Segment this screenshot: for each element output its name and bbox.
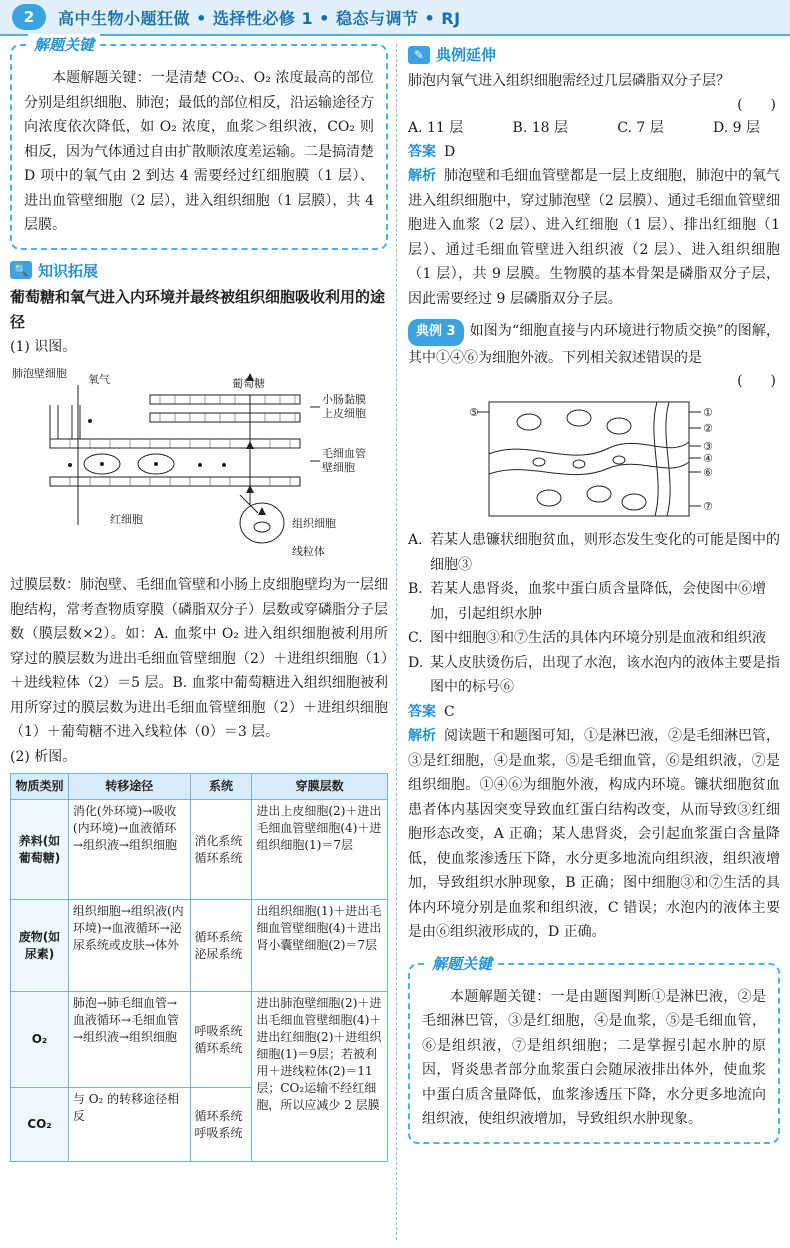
step-1: (1) 识图。 [10, 338, 77, 355]
table-cell: 呼吸系统 循环系统 [190, 992, 252, 1088]
topic-title: 葡萄糖和氧气进入内环境并最终被组织细胞吸收利用的途径 [10, 287, 386, 331]
q3-option-a: A. 若某人患镰状细胞贫血，则形态发生变化的可能是图中的细胞③ [408, 532, 780, 573]
answer-bracket: ( ) [737, 373, 776, 389]
table-row [11, 800, 388, 900]
option: B. 18 层 [512, 119, 568, 136]
table-cell: 废物(如尿素) [11, 900, 69, 992]
label-rbc: 红细胞 [110, 513, 143, 526]
q3-option-d: D. 某人皮肤烫伤后，出现了水泡，该水泡内的液体主要是指图中的标号⑥ [408, 654, 780, 695]
table-cell: 消化系统 循环系统 [190, 800, 252, 900]
left-column [10, 36, 388, 1162]
table-cell: 进出上皮细胞(2)＋进出毛细血管壁细胞(4)＋进组织细胞(1)＝7层 [252, 800, 388, 900]
example-badge: 典例 3 [408, 319, 464, 346]
q3-option-b: B. 若某人患肾炎，血浆中蛋白质含量降低，会使图中⑥增加，引起组织水肿 [408, 581, 766, 622]
table-header: 物质类别 [11, 774, 69, 800]
key-box-label: 解题关键 [426, 953, 498, 974]
right-column [408, 44, 780, 1144]
table-header: 穿膜层数 [252, 774, 388, 800]
q3-option-c: C. 图中细胞③和⑦生活的具体内环境分别是血液和组织液 [408, 630, 766, 646]
transport-table [10, 773, 388, 1162]
analysis-text: 阅读题干和题图可知，①是淋巴液，②是毛细淋巴管，③是红细胞，④是血浆，⑤是毛细血管，⑥是组织液，⑦是组织细胞。①④⑥为细胞外液，构成内环境。镰状细胞贫血患者体内基因突变导致血红蛋白结构改变，从而导致③红细胞形态改变，A 正确；某人患肾炎，会引起血浆蛋白含量降低，使血浆渗透压下降，水分更多地流向组织液，组织液增加，导致组织水肿现象，B 正确；图中细胞③和⑦生活的具体内环境分别是血浆和组织液，C 错误；水泡内的液体主要是由⑥组织液形成的，D 正确。 [408, 728, 780, 940]
label-oxygen: 氧气 [88, 373, 110, 386]
figure-2-wrap [408, 398, 780, 520]
membrane-layers-text: 过膜层数：肺泡壁、毛细血管壁和小肠上皮细胞壁均为一层细胞结构，常考查物质穿膜（磷脂双分子）层数或穿磷脂分子层数（膜层数×2）。如：A. 血浆中 O₂ 进入组织细胞被利用所穿过的膜层数为进出毛细血管壁细胞（2）＋进组织细胞（1）＋进线粒体（2）＝5 层。B. 血浆中葡萄糖进入组织细胞被利用所穿过的膜层数为进出毛细血管壁细胞（2）＋进组织细胞（1）＋葡萄糖不进入线粒体（0）＝3 层。 [10, 577, 388, 740]
table-row [11, 900, 388, 992]
q1-analysis [408, 164, 780, 311]
q3-analysis [408, 724, 780, 945]
label-capillary-2: 壁细胞 [322, 461, 355, 474]
label-5: ⑤ [469, 406, 479, 419]
key-box-label: 解题关键 [28, 34, 100, 55]
question-3 [408, 319, 780, 370]
answer-label: 答案 [408, 143, 436, 160]
table-header: 系统 [190, 774, 252, 800]
table-cell: 消化(外环境)→吸收(内环境)→血液循环→组织液→组织细胞 [68, 800, 190, 900]
section-title: 知识拓展 [38, 261, 99, 280]
answer-bracket: ( ) [737, 96, 776, 113]
label-glucose: 葡萄糖 [232, 377, 265, 390]
answer-value: D [444, 143, 456, 160]
section-title: 典例延伸 [436, 46, 497, 64]
table-cell: 组织细胞→组织液(内环境)→血液循环→泌尿系统或皮肤→体外 [68, 900, 190, 992]
label-4: ④ [703, 452, 713, 465]
analysis-text: 肺泡壁和毛细血管壁都是一层上皮细胞，肺泡中的氧气进入组织细胞中，穿过肺泡壁（2 层膜）、通过毛细血管壁细胞进入血浆（2 层）、进入红细胞（1 层）、排出红细胞（1 层）、通过毛细血管壁进入组织液（2 层）、进入组织细胞（1 层），共 9 层膜。生物膜的基本骨架是磷脂双分子层，因此需要经过 9 层磷脂双分子层。 [408, 168, 780, 307]
table-cell: 养料(如葡萄糖) [11, 800, 69, 900]
label-capillary-1: 毛细血管 [322, 447, 366, 460]
table-cell: 循环系统 泌尿系统 [190, 900, 252, 992]
option: C. 7 层 [617, 119, 664, 136]
option: A. 11 层 [408, 119, 464, 136]
answer-value: C [444, 703, 455, 720]
label-intestine-2: 上皮细胞 [322, 407, 366, 420]
label-alveolar: 肺泡壁细胞 [12, 367, 67, 380]
exchange-diagram [469, 398, 719, 520]
q1-answer-line [408, 140, 780, 165]
table-cell: O₂ [11, 992, 69, 1088]
transport-diagram [10, 365, 388, 565]
page-number: 2 [12, 4, 46, 30]
answer-label: 答案 [408, 703, 436, 720]
table-cell: 出组织细胞(1)＋进出毛细血管壁细胞(4)＋进出肾小囊壁细胞(2)＝7层 [252, 900, 388, 992]
label-intestine-1: 小肠黏膜 [322, 393, 366, 406]
analysis-label: 解析 [408, 168, 436, 184]
table-row [11, 992, 388, 1088]
table-cell: CO₂ [11, 1088, 69, 1162]
label-7: ⑦ [703, 500, 713, 513]
key-box-text: 本题解题关键：一是由题图判断①是淋巴液，②是毛细淋巴管，③是红细胞，④是血浆，⑤是毛细血管，⑥是组织液，⑦是组织细胞；二是掌握引起水肿的原因，肾炎患者部分血浆蛋白会随尿液排出体外，使血浆中蛋白质含量降低，血浆渗透压下降，水分更多地流向组织液，使组织液增加，导致组织水肿现象。 [422, 988, 766, 1127]
pencil-icon: ✎ [408, 46, 430, 64]
question-1-options [408, 116, 780, 140]
table-cell: 进出肺泡壁细胞(2)＋进出毛细血管壁细胞(4)＋进出红细胞(2)＋进组织细胞(1)＝9层；若被利用＋进线粒体(2)＝11层；CO₂运输不经红细胞，所以应减少 2 层膜 [252, 992, 388, 1162]
key-box-text: 本题解题关键：一是清楚 CO₂、O₂ 浓度最高的部位分别是组织细胞、肺泡；最低的部位相反，沿运输途径方向浓度依次降低，如 O₂ 浓度，血浆＞组织液，CO₂ 则相反，因为气体通过自由扩散顺浓度差运输。二是搞清楚 D 项中的氧气由 2 到达 4 需要经过红细胞膜（1 层）、进出血管壁细胞（2 层），进入组织细胞（1 层膜），共 4 层膜。 [24, 70, 374, 233]
section-example [408, 44, 780, 65]
label-mito: 线粒体 [292, 545, 325, 558]
table-header-row [11, 774, 388, 800]
section-knowledge [10, 260, 388, 281]
table-header: 转移途径 [68, 774, 190, 800]
page-header [0, 0, 790, 36]
book-title: 高中生物小题狂做 • 选择性必修 1 • 稳态与调节 • RJ [58, 8, 461, 28]
q3-answer-line [408, 700, 780, 725]
table-cell: 肺泡→肺毛细血管→血液循环→毛细血管→组织液→组织细胞 [68, 992, 190, 1088]
label-tissue: 组织细胞 [292, 517, 336, 530]
label-6: ⑥ [703, 466, 713, 479]
label-1: ① [703, 406, 713, 419]
key-box-right [408, 954, 780, 1144]
magnifier-icon: 🔍 [10, 261, 32, 279]
label-3: ③ [703, 440, 713, 453]
question-3-text: 如图为“细胞直接与内环境进行物质交换”的图解，其中①④⑥为细胞外液。下列相关叙述错误的是 [408, 323, 780, 366]
option: D. 9 层 [713, 119, 760, 136]
table-cell: 与 O₂ 的转移途径相反 [68, 1088, 190, 1162]
table-cell: 循环系统 呼吸系统 [190, 1088, 252, 1162]
label-2: ② [703, 422, 713, 435]
column-divider [396, 44, 397, 1240]
key-box-left [10, 36, 388, 250]
question-1: 肺泡内氧气进入组织细胞需经过几层磷脂双分子层？ [408, 73, 730, 89]
step-2: (2) 析图。 [10, 748, 77, 765]
analysis-label: 解析 [408, 728, 436, 744]
